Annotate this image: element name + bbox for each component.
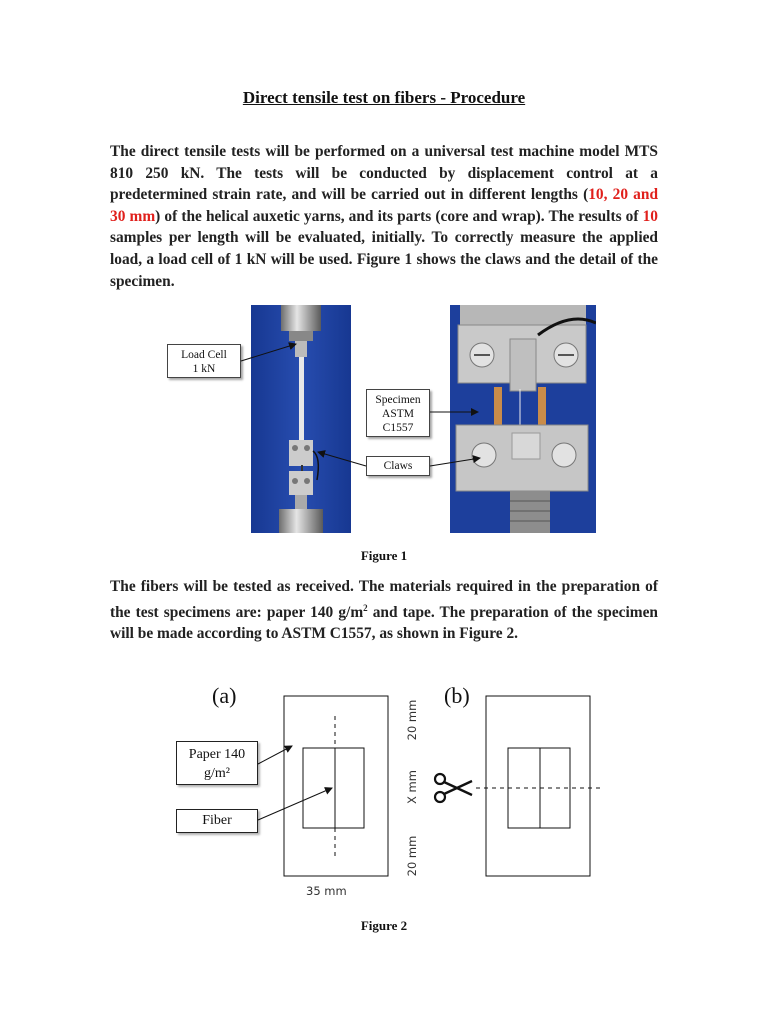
figure1-caption: Figure 1 (360, 548, 408, 563)
paper-label-line1: Paper 140 (188, 747, 246, 762)
figure2-label-a: (a) (212, 683, 237, 708)
fiber-label-box (176, 809, 258, 833)
load-cell-capacity: 1 kN (192, 363, 216, 375)
dim-top-label: 20 mm (405, 699, 419, 741)
paper-frame-b (486, 696, 590, 876)
paper-label-box (176, 741, 258, 785)
paper-arrow (258, 746, 292, 764)
superscript-two: 2 (363, 602, 368, 613)
claws-detail-photo (450, 305, 596, 533)
scissors-icon (435, 774, 472, 802)
machine-photo-left (251, 305, 351, 533)
samples-highlight: 10 (642, 207, 658, 225)
preparation-paragraph (110, 576, 658, 645)
claws-label: Claws (383, 460, 413, 472)
load-cell-callout (167, 344, 241, 378)
specimen-callout (366, 389, 430, 437)
paper-frame-a (284, 696, 388, 876)
page-title: Direct tensile test on fibers - Procedure (242, 88, 526, 107)
intro-text-2: ) of the helical auxetic yarns, and its parts (core and wrap). The results of (155, 207, 643, 225)
window-a (303, 748, 364, 828)
paper-label-line2: g/m² (204, 766, 230, 781)
intro-paragraph (110, 141, 658, 292)
claws-callout (366, 456, 430, 476)
window-b (508, 748, 570, 828)
prep-text-2: and tape. The preparation of the specimen will be made according to ASTM C1557, as shown in Figure 2. (110, 603, 658, 643)
lengths-highlight: 10, 20 and 30 mm (110, 186, 659, 225)
fiber-label: Fiber (202, 813, 232, 828)
specimen-standard-number: C1557 (382, 422, 414, 434)
figure2-caption: Figure 2 (360, 918, 408, 933)
intro-text-1: The direct tensile tests will be performed on a universal test machine model MTS 810 250 kN. The tests will be conducted by displacement control at a predetermined strain rate, and will be carried out in different lengths ( (110, 143, 658, 204)
specimen-standard: ASTM (382, 408, 414, 420)
fiber-arrow (258, 788, 332, 820)
dim-middle-label: X mm (405, 770, 419, 804)
specimen-label: Specimen (375, 394, 421, 406)
load-cell-label: Load Cell (181, 349, 227, 361)
dim-width-label: 35 mm (306, 884, 347, 898)
intro-text-3: samples per length will be evaluated, initially. To correctly measure the applied load, a load cell of 1 kN will be used. Figure 1 shows the claws and the detail of the specimen. (110, 229, 658, 290)
prep-text-1: The fibers will be tested as received. The materials required in the preparation of the test specimens are: paper 140 g/m (110, 578, 658, 621)
figure2-label-b: (b) (444, 683, 470, 708)
dim-bottom-label: 20 mm (405, 835, 419, 877)
